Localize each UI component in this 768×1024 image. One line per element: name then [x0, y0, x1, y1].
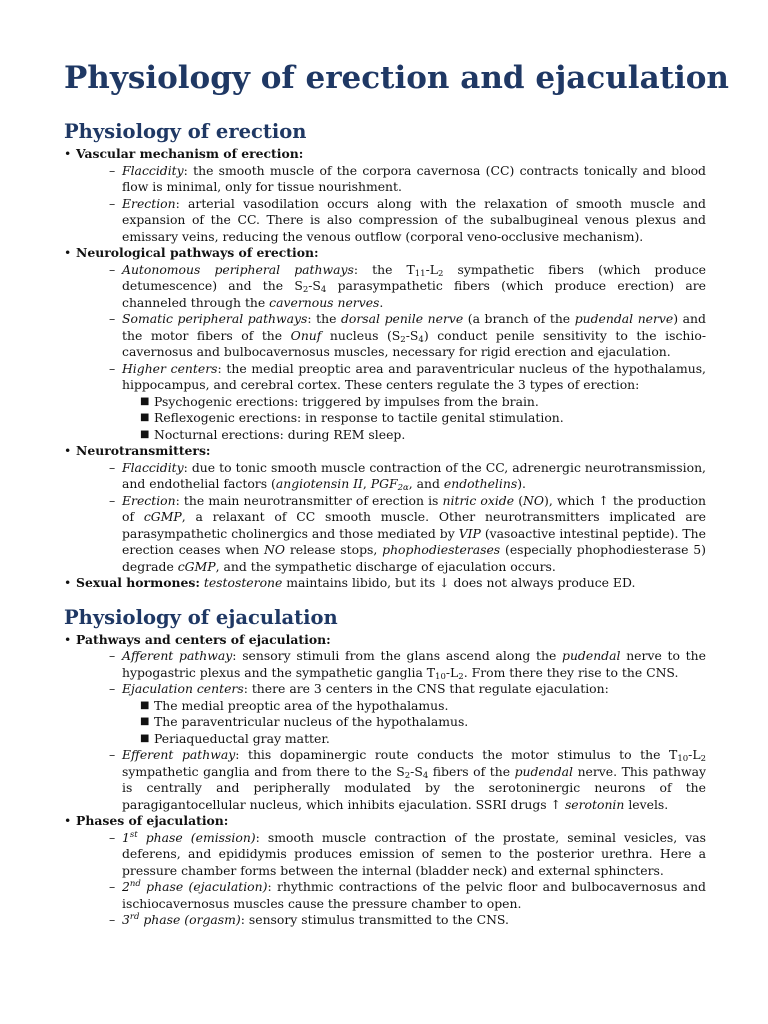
- list-item: – Efferent pathway: this dopaminergic route conducts the motor stimulus to the $T_{10}-L_2$ sympathetic ganglia and from there to the $S_2-S_4$ fibers of the pudendal nerve. This pathway is centrally and peripherally modulated by the serotoninergic neurons of the paragigantocellular nucleus, which inhibits ejaculation. SSRI drugs ↑ serotonin levels.: [109, 747, 706, 812]
- list-item: – Flaccidity: the smooth muscle of the corpora cavernosa (CC) contracts tonically and blood flow is minimal, only for tissue nourishment.: [109, 162, 706, 194]
- list-item: ■ The paraventricular nucleus of the hypothalamus.: [140, 714, 469, 729]
- list-item: – Ejaculation centers: there are 3 centers in the CNS that regulate ejaculation:: [109, 681, 609, 696]
- list-item: – Flaccidity: due to tonic smooth muscle contraction of the CC, adrenergic neurotransmission, and endothelial factors (angiotensin II, $PGF_{2\alpha}$, and endothelins).: [109, 459, 706, 493]
- ejaculation-list: [64, 632, 706, 929]
- list-item: – 1st phase (emission): smooth muscle contraction of the prostate, seminal vesicles, vas deferens, and epididymis produces emission of semen to the posterior urethra. Here a pressure chamber forms between the internal (bladder neck) and external sphincters.: [109, 829, 707, 878]
- list-item: ■ Psychogenic erections: triggered by impulses from the brain.: [140, 393, 539, 409]
- list-item: – Autonomous peripheral pathways: the $T_{11}-L_2$ sympathetic fibers (which produce detumescence) and the $S_2-S_4$ parasympathetic fibers (which produce erection) are channeled through the cavernous nerves.: [109, 261, 707, 310]
- list-item: ■ Nocturnal erections: during REM sleep.: [140, 426, 406, 442]
- list-item: ■ The medial preoptic area of the hypothalamus.: [140, 697, 449, 713]
- list-item: • Pathways and centers of ejaculation: – Afferent pathway: sensory stimuli from the glans ascend along the pudendal nerve to the hypogastric plexus and the sympathetic ganglia $T_{10}-L_2$. From there they rise to the CNS. – Ejaculation centers: there are 3 centers in the CNS that regulate ejaculation: ■ The medial preoptic area of the hypothalamus. ■ The paraventricular nucleus of the hypothalamus. ■ Periaqueductal gray matter. – Efferent pathway: this dopaminergic route conducts the motor stimulus to the $T_{10}-L_2$ sympathetic ganglia and from there to the $S_2-S_4$ fibers of the pudendal nerve. This pathway is centrally and peripherally modulated by the serotoninergic neurons of the paragigantocellular nucleus, which inhibits ejaculation. SSRI drugs ↑ serotonin levels.: [64, 631, 706, 812]
- list-item: • Phases of ejaculation: – 1st phase (emission): smooth muscle contraction of the prostate, seminal vesicles, vas deferens, and epididymis produces emission of semen to the posterior urethra. Here a pressure chamber forms between the internal (bladder neck) and external sphincters. – 2nd phase (ejaculation): rhythmic contractions of the pelvic floor and bulbocavernosus and ischiocavernosus muscles cause the pressure chamber to open. – 3rd phase (orgasm): sensory stimulus transmitted to the CNS.: [64, 813, 707, 927]
- list-item: – Somatic peripheral pathways: the dorsal penile nerve (a branch of the pudendal nerve) and the motor fibers of the Onuf nucleus $(S_2-S_4)$ conduct penile sensitivity to the ischio-cavernosus and bulbocavernosus muscles, necessary for rigid erection and ejaculation.: [109, 311, 706, 359]
- list-item: – Erection: the main neurotransmitter of erection is nitric oxide (NO), which ↑ the production of cGMP, a relaxant of CC smooth muscle. Other neurotransmitters implicated are parasympathetic cholinergics and those mediated by VIP (vasoactive intestinal peptide). The erection ceases when NO release stops, phophodiesterases (especially phophodiesterase 5) degrade cGMP, and the sympathetic discharge of ejaculation occurs.: [109, 492, 706, 574]
- list-item: – Erection: arterial vasodilation occurs along with the relaxation of smooth muscle and expansion of the CC. There is also compression of the subalbugineal venous plexus and emissary veins, reducing the venous outflow (corporal veno-occlusive mechanism).: [109, 195, 706, 244]
- list-item: ■ Periaqueductal gray matter.: [140, 730, 330, 746]
- list-item: ■ Reflexogenic erections: in response to tactile genital stimulation.: [140, 410, 564, 425]
- erection-list: [64, 146, 706, 592]
- list-item: – 3rd phase (orgasm): sensory stimulus transmitted to the CNS.: [109, 912, 509, 927]
- list-item: – Higher centers: the medial preoptic area and paraventricular nucleus of the hypothalamus, hippocampus, and cerebral cortex. These centers regulate the 3 types of erection:: [109, 360, 706, 392]
- list-item: – 2nd phase (ejaculation): rhythmic contractions of the pelvic floor and bulbocavernosus and ischiocavernosus muscles cause the pressure chamber to open.: [109, 879, 706, 911]
- list-item: – Afferent pathway: sensory stimuli from the glans ascend along the pudendal nerve to the hypogastric plexus and the sympathetic ganglia $T_{10}-L_2$. From there they rise to the CNS.: [109, 648, 706, 682]
- section-title-ejaculation: Physiology of ejaculation: [64, 605, 338, 629]
- section-title-erection: Physiology of erection: [64, 120, 307, 143]
- page-title: Physiology of erection and ejaculation: [64, 60, 729, 96]
- list-item: • Neurological pathways of erection: – Autonomous peripheral pathways: the $T_{11}-L_2$ sympathetic fibers (which produce detumescence) and the $S_2-S_4$ parasympathetic fibers (which produce erection) are channeled through the cavernous nerves. – Somatic peripheral pathways: the dorsal penile nerve (a branch of the pudendal nerve) and the motor fibers of the Onuf nucleus $(S_2-S_4)$ conduct penile sensitivity to the ischio-cavernosus and bulbocavernosus muscles, necessary for rigid erection and ejaculation. – Higher centers: the medial preoptic area and paraventricular nucleus of the hypothalamus, hippocampus, and cerebral cortex. These centers regulate the 3 types of erection: ■ Psychogenic erections: triggered by impulses from the brain. ■ Reflexogenic erections: in response to tactile genital stimulation. ■ Nocturnal erections: during REM sleep.: [64, 245, 707, 442]
- list-item: • Neurotransmitters: – Flaccidity: due to tonic smooth muscle contraction of the CC, adrenergic neurotransmission, and endothelial factors (angiotensin II, $PGF_{2\alpha}$, and endothelins). – Erection: the main neurotransmitter of erection is nitric oxide (NO), which ↑ the production of cGMP, a relaxant of CC smooth muscle. Other neurotransmitters implicated are parasympathetic cholinergics and those mediated by VIP (vasoactive intestinal peptide). The erection ceases when NO release stops, phophodiesterases (especially phophodiesterase 5) degrade cGMP, and the sympathetic discharge of ejaculation occurs.: [64, 443, 706, 574]
- list-item: • Vascular mechanism of erection: – Flaccidity: the smooth muscle of the corpora cavernosa (CC) contracts tonically and blood flow is minimal, only for tissue nourishment. – Erection: arterial vasodilation occurs along with the relaxation of smooth muscle and expansion of the CC. There is also compression of the subalbugineal venous plexus and emissary veins, reducing the venous outflow (corporal veno-occlusive mechanism).: [64, 146, 706, 244]
- list-item: • Sexual hormones: testosterone maintains libido, but its ↓ does not always produce ED.: [64, 575, 636, 590]
